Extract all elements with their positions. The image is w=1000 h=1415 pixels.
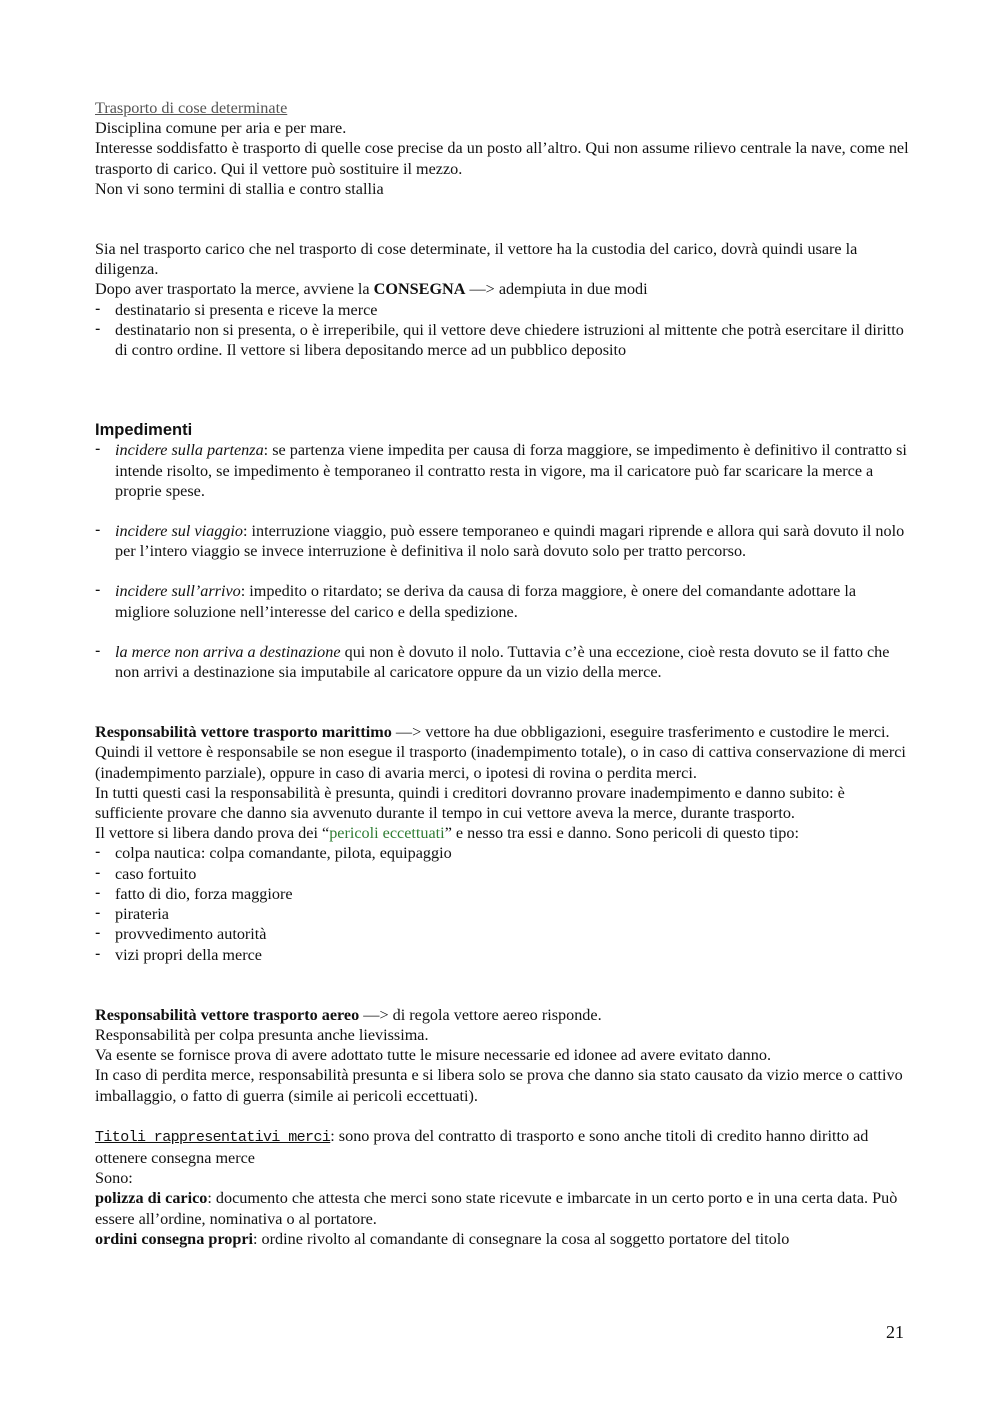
spacer <box>95 360 910 420</box>
paragraph-consegna: Dopo aver trasportato la merce, avviene la CONSEGNA —> adempiuta in due modi <box>95 280 648 299</box>
list-item: - destinatario si presenta e riceve la merce <box>95 300 910 320</box>
list-item: - la merce non arriva a destinazione qui non è dovuto il nolo. Tuttavia c’è una eccezione, cioè resta dovuto se il fatto che non arrivi a destinazione sia imputabile al caricatore oppure da un vizio della merce. <box>95 642 910 682</box>
paragraph: Interesse soddisfatto è trasporto di quelle cose precise da un posto all’altro. Qui non assume rilievo centrale la nave, come nel trasporto di carico. Qui il vettore può sostituire il mezzo. <box>95 139 909 178</box>
impedimenti-list <box>95 521 910 561</box>
impedimenti-list <box>95 581 910 621</box>
paragraph-resp-aereo: Responsabilità vettore trasporto aereo —> di regola vettore aereo risponde. <box>95 1005 602 1024</box>
paragraph: Responsabilità per colpa presunta anche lievissima. <box>95 1025 429 1044</box>
paragraph-ordini: ordini consegna propri: ordine rivolto al comandante di consegnare la cosa al soggetto portatore del titolo <box>95 1229 790 1248</box>
section-title-impedimenti: Impedimenti <box>95 421 193 440</box>
consegna-list <box>95 300 910 361</box>
list-item: - caso fortuito <box>95 864 910 884</box>
paragraph: Sia nel trasporto carico che nel trasporto di cose determinate, il vettore ha la custodia del carico, dovrà quindi usare la diligenza. <box>95 240 858 279</box>
impedimenti-list <box>95 440 910 501</box>
spacer <box>95 561 910 581</box>
list-item: - fatto di dio, forza maggiore <box>95 884 910 904</box>
document-page <box>95 98 910 1249</box>
list-item: - incidere sull’arrivo: impedito o ritardato; se deriva da causa di forza maggiore, è onere del comandante adottare la migliore soluzione nell’interesse del carico e della spedizione. <box>95 581 910 621</box>
paragraph: In tutti questi casi la responsabilità è presunta, quindi i creditori dovranno provare inadempimento e danno subito: è sufficiente provare che danno sia avvenuto durante il tempo in cui vettore aveva la merce, durante trasporto. <box>95 783 845 823</box>
pericoli-list <box>95 843 910 964</box>
spacer <box>95 622 910 642</box>
spacer <box>95 965 910 1005</box>
paragraph: Non vi sono termini di stallia e contro stallia <box>95 179 384 198</box>
paragraph: In caso di perdita merce, responsabilità presunta e si libera solo se prova che danno sia stato causato da vizio merce o cattivo imballaggio, o fatto di guerra (simile ai pericoli eccettuati). <box>95 1066 903 1105</box>
section-title-trasporto-cose: Trasporto di cose determinate <box>95 99 288 117</box>
paragraph: Sono: <box>95 1169 133 1188</box>
list-item: - incidere sul viaggio: interruzione viaggio, può essere temporaneo e quindi magari riprende e allora qui sarà dovuto il nolo per l’intero viaggio se invece interruzione è definitiva il nolo sarà dovuto solo per tratto percorso. <box>95 521 910 561</box>
list-item: - provvedimento autorità <box>95 924 910 944</box>
paragraph: Disciplina comune per aria e per mare. <box>95 119 347 138</box>
spacer <box>95 199 910 239</box>
list-item: - colpa nautica: colpa comandante, pilota, equipaggio <box>95 843 910 863</box>
list-item: - pirateria <box>95 904 910 924</box>
spacer <box>95 1106 910 1126</box>
paragraph-pericoli: Il vettore si libera dando prova dei “pericoli eccettuati” e nesso tra essi e danno. Sono pericoli di questo tipo: <box>95 824 799 843</box>
list-item: - incidere sulla partenza: se partenza viene impedita per causa di forza maggiore, se impedimento è definitivo il contratto si intende risolto, se impedimento è temporaneo il contratto resta in vigore, ma il caricatore può far scaricare la merce a proprie spese. <box>95 440 910 501</box>
paragraph-polizza: polizza di carico: documento che attesta che merci sono state ricevute e imbarcate in un certo porto e in una certa data. Può essere all’ordine, nominativa o al portatore. <box>95 1189 898 1228</box>
spacer <box>95 682 910 722</box>
impedimenti-list <box>95 642 910 682</box>
paragraph-resp-marittimo: Responsabilità vettore trasporto marittimo —> vettore ha due obbligazioni, eseguire trasferimento e custodire le merci. Quindi il vettore è responsabile se non esegue il trasporto (inadempimento totale), o in caso di cattiva conservazione di merci (inadempimento parziale), oppure in caso di avaria merci, o ipotesi di rovina o perdita merci. <box>95 723 906 782</box>
paragraph: Va esente se fornisce prova di avere adottato tutte le misure necessarie ed idonee ad avere evitato danno. <box>95 1046 771 1065</box>
list-item: - vizi propri della merce <box>95 945 910 965</box>
list-item: - destinatario non si presenta, o è irreperibile, qui il vettore deve chiedere istruzioni al mittente che potrà esercitare il diritto di contro ordine. Il vettore si libera depositando merce ad un pubblico deposito <box>95 320 910 360</box>
paragraph-titoli: Titoli rappresentativi merci: sono prova del contratto di trasporto e sono anche titoli di credito hanno diritto ad ottenere consegna merce <box>95 1126 869 1167</box>
spacer <box>95 501 910 521</box>
page-number: 21 <box>886 1322 904 1342</box>
